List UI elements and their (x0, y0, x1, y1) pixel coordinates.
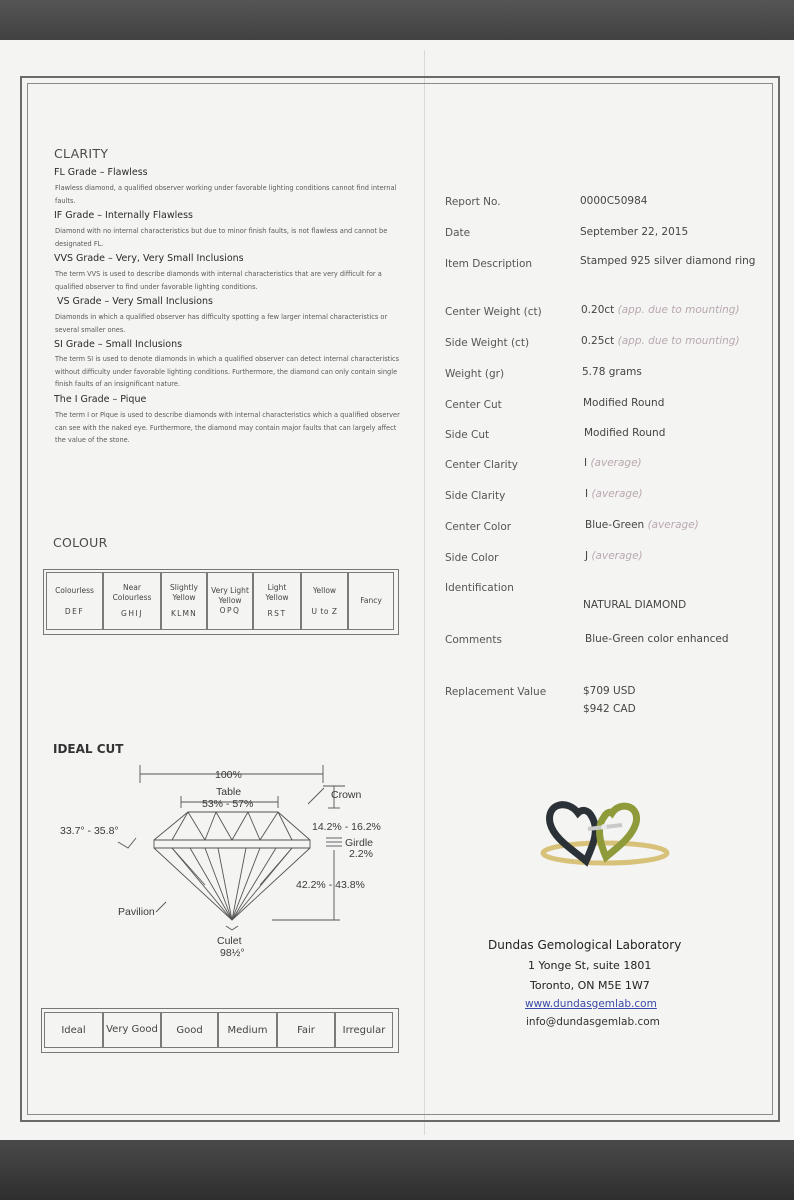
colour-scale-row (46, 572, 394, 630)
side-clarity-note: (average) (591, 488, 643, 500)
value-side-weight (581, 335, 740, 347)
colour-name: Colourless (55, 585, 94, 595)
lab-website-link[interactable]: www.dundasgemlab.com (525, 998, 657, 1010)
value-weight: 5.78 grams (582, 366, 642, 378)
cut-grade-very-good: Very Good (103, 1012, 161, 1048)
lab-address-line2: Toronto, ON M5E 1W7 (530, 979, 650, 992)
value-replacement-cad: $942 CAD (583, 703, 636, 715)
value-side-cut: Modified Round (584, 427, 666, 439)
colour-cell-near-colourless (103, 572, 161, 630)
grade-desc-si: The term SI is used to denote diamonds in which a qualified observer can detect internal characteristics without difficulty under favorable lighting conditions. Furthermore, the diamond can only contain single finish faults of an insignificant nature. (55, 355, 400, 388)
colour-title: COLOUR (53, 535, 108, 550)
grade-desc-i: The term I or Pique is used to describe diamonds with internal characteristics which a qualified observer can see with the naked eye. Furthermore, the diamond may contain major faults that can largely affect the value of the stone. (55, 411, 400, 444)
label-item-description: Item Description (445, 258, 533, 270)
colour-cell-slightly-yellow (161, 572, 207, 630)
colour-cell-colourless (46, 572, 103, 630)
colour-grades: DEF (64, 606, 85, 616)
colour-name: Fancy (360, 596, 382, 605)
background-bottom (0, 1140, 794, 1200)
label-side-weight: Side Weight (ct) (445, 337, 530, 349)
grade-title-si: SI Grade – Small Inclusions (54, 339, 183, 350)
culet-angle-label: 98½° (220, 947, 245, 959)
colour-name: Near Colourless (112, 583, 152, 602)
ideal-cut-title: IDEAL CUT (53, 742, 124, 756)
center-weight-note: (app. due to mounting) (617, 304, 740, 316)
girdle-pct-label: 2.2% (349, 848, 373, 860)
value-item-description: Stamped 925 silver diamond ring (580, 255, 756, 267)
side-clarity-value: I (585, 488, 589, 500)
value-center-cut: Modified Round (583, 397, 665, 409)
label-side-color: Side Color (445, 552, 499, 564)
label-center-weight: Center Weight (ct) (445, 306, 542, 318)
label-report-no: Report No. (445, 196, 501, 208)
value-identification: NATURAL DIAMOND (583, 599, 687, 611)
value-side-clarity (585, 488, 643, 500)
colour-cell-light-yellow (253, 572, 301, 630)
grade-title-vs: VS Grade – Very Small Inclusions (57, 296, 213, 307)
cut-grade-ideal: Ideal (44, 1012, 103, 1048)
lab-name: Dundas Gemological Laboratory (488, 938, 682, 952)
colour-cell-very-light-yellow (207, 572, 253, 630)
colour-grades: GHIJ (121, 609, 143, 618)
colour-grades: RST (267, 609, 287, 618)
center-color-value: Blue-Green (585, 519, 645, 531)
cut-grade-row (44, 1012, 393, 1048)
center-clarity-value: I (584, 457, 588, 469)
value-date: September 22, 2015 (580, 226, 689, 238)
pavilion-label: Pavilion (118, 906, 155, 918)
grade-desc-vvs: The term VVS is used to describe diamonds with internal characteristics that are very difficult for a qualified observer to find under favorable lighting conditions. (55, 270, 382, 291)
label-side-cut: Side Cut (445, 429, 490, 441)
value-center-weight (581, 304, 740, 316)
cut-grade-medium: Medium (218, 1012, 277, 1048)
colour-grades: U to Z (311, 606, 338, 616)
colour-cell-fancy (348, 572, 394, 630)
cut-grade-table (44, 1012, 393, 1048)
culet-label: Culet (217, 935, 242, 947)
label-replacement-value: Replacement Value (445, 686, 547, 698)
girdle-label: Girdle (345, 837, 374, 849)
side-color-note: (average) (591, 550, 643, 562)
pavilion-depth-label: 42.2% - 43.8% (296, 879, 365, 891)
colour-grades: OPQ (219, 606, 241, 615)
value-report-no: 0000C50984 (580, 195, 648, 207)
label-date: Date (445, 227, 471, 239)
diamond-diagram (40, 760, 410, 960)
grade-desc-if: Diamond with no internal characteristics but due to minor finish faults, is not flawless and cannot be designated FL. (55, 227, 388, 248)
colour-name: Light Yellow (265, 583, 289, 602)
table-pct-label: 53% - 57% (202, 798, 254, 810)
cut-grade-good: Good (161, 1012, 218, 1048)
value-comments: Blue-Green color enhanced (585, 633, 729, 645)
grade-title-if: IF Grade – Internally Flawless (54, 210, 194, 221)
center-weight-value: 0.20ct (581, 304, 615, 316)
value-side-color (585, 550, 643, 562)
cut-grade-irregular: Irregular (335, 1012, 393, 1048)
value-center-color (585, 519, 699, 531)
colour-name: Yellow (312, 585, 337, 595)
side-weight-note: (app. due to mounting) (617, 335, 740, 347)
label-identification: Identification (445, 582, 514, 594)
colour-scale-table (46, 572, 394, 630)
colour-grades: KLMN (171, 609, 197, 618)
crown-height-label: 14.2% - 16.2% (312, 821, 381, 833)
lab-address-line1: 1 Yonge St, suite 1801 (528, 959, 652, 972)
label-weight: Weight (gr) (445, 368, 505, 380)
label-center-color: Center Color (445, 521, 512, 533)
table-label: Table (216, 786, 242, 798)
grade-desc-vs: Diamonds in which a qualified observer has difficulty spotting a few larger internal characteristics or several smaller ones. (55, 313, 388, 334)
label-comments: Comments (445, 634, 502, 646)
colour-name: Slightly Yellow (170, 583, 198, 602)
heart-ring-photo-icon (530, 795, 670, 870)
crown-label: Crown (331, 789, 362, 801)
side-weight-value: 0.25ct (581, 335, 615, 347)
cut-grade-fair: Fair (277, 1012, 335, 1048)
center-clarity-note: (average) (590, 457, 642, 469)
label-center-cut: Center Cut (445, 399, 502, 411)
crown-angle-label: 33.7° - 35.8° (60, 825, 119, 837)
colour-name: Very Light Yellow (211, 586, 249, 605)
grade-title-vvs: VVS Grade – Very, Very Small Inclusions (54, 253, 244, 264)
clarity-title: CLARITY (54, 146, 109, 161)
colour-cell-yellow (301, 572, 348, 630)
width-label: 100% (215, 769, 242, 781)
grade-desc-fl: Flawless diamond, a qualified observer working under favorable lighting conditions cannot find internal faults. (55, 184, 397, 205)
grade-title-fl: FL Grade – Flawless (54, 167, 148, 178)
center-color-note: (average) (647, 519, 699, 531)
lab-email[interactable]: info@dundasgemlab.com (526, 1016, 660, 1028)
grade-title-i: The I Grade – Pique (54, 394, 147, 405)
value-replacement-usd: $709 USD (583, 685, 636, 697)
side-color-value: J (585, 550, 589, 562)
label-center-clarity: Center Clarity (445, 459, 518, 471)
value-center-clarity (584, 457, 642, 469)
label-side-clarity: Side Clarity (445, 490, 506, 502)
